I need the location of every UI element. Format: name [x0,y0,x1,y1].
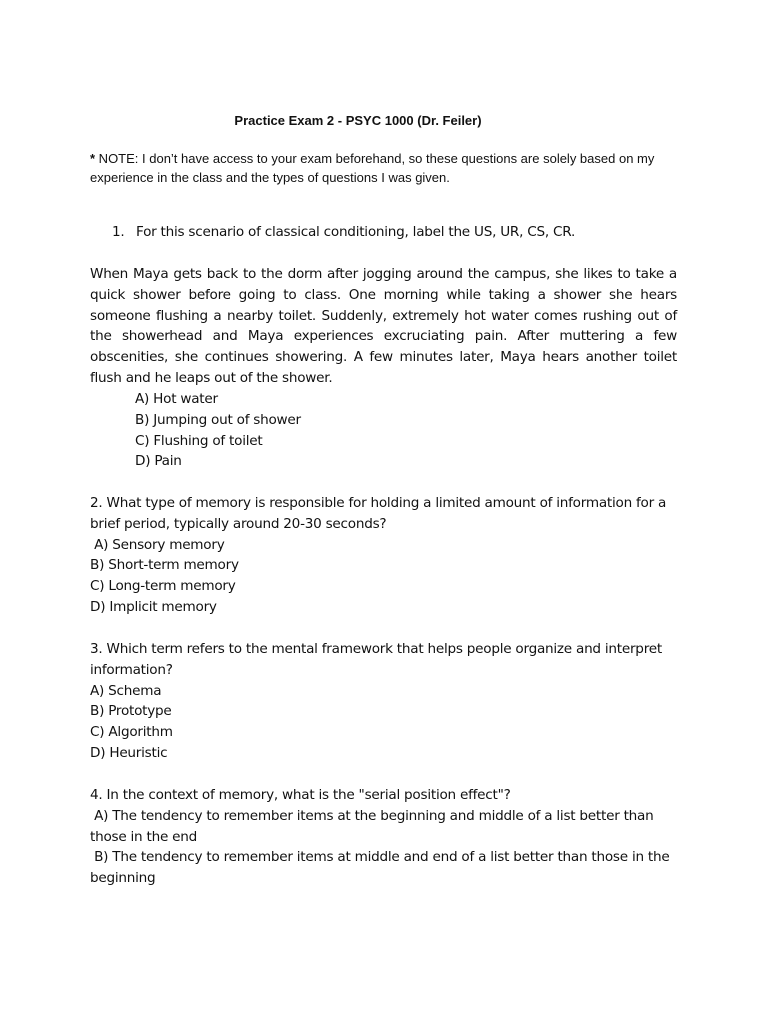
question-2 [90,493,680,618]
question-4-text: 4. In the context of memory, what is the "serial position effect"? [90,787,511,803]
question-1-number: 1. [112,224,125,240]
question-1-option-d: D) Pain [135,453,182,470]
question-1-options [135,389,675,472]
question-4 [90,785,680,889]
question-4-option-b: B) The tendency to remember items at middle and end of a list better than those in the beginning [90,849,674,887]
note-text: NOTE: I don’t have access to your exam beforehand, so these questions are solely based on my experience in the class and the types of questions I was given. [90,151,655,185]
question-1-option-b: B) Jumping out of shower [135,411,301,428]
document-title: Practice Exam 2 - PSYC 1000 (Dr. Feiler) [234,113,482,128]
question-3 [90,639,680,764]
question-1-scenario: When Maya gets back to the dorm after jogging around the campus, she likes to take a quick shower before going to class. One morning while taking a shower she hears someone flushing a nearby toilet. Suddenly, extremely hot water comes rushing out of the showerhead and Maya experiences excruciating pain. After muttering a few obscenities, she continues showering. A few minutes later, Maya hears another toilet flush and he leaps out of the shower. [90,266,677,386]
question-2-text: 2. What type of memory is responsible for holding a limited amount of information for a brief period, typically around 20-30 seconds? [90,495,667,532]
question-1-option-c: C) Flushing of toilet [135,432,263,449]
question-3-option-d: D) Heuristic [90,744,168,761]
question-1-option-a: A) Hot water [135,391,218,407]
question-3-option-c: C) Algorithm [90,724,173,741]
question-2-option-b: B) Short-term memory [90,557,239,574]
question-1-text: For this scenario of classical conditioning, label the US, UR, CS, CR. [136,224,576,240]
question-1-prompt [112,222,692,243]
note-paragraph [90,149,680,187]
note-asterisk: * [90,151,96,166]
question-2-option-c: C) Long-term memory [90,578,236,595]
question-3-option-b: B) Prototype [90,703,172,720]
question-4-option-a: A) The tendency to remember items at the beginning and middle of a list better than those in the end [90,807,658,845]
question-3-text: 3. Which term refers to the mental framework that helps people organize and interpret information? [90,641,662,678]
question-2-option-d: D) Implicit memory [90,598,217,615]
question-3-option-a: A) Schema [90,682,162,699]
question-2-option-a: A) Sensory memory [90,536,225,553]
